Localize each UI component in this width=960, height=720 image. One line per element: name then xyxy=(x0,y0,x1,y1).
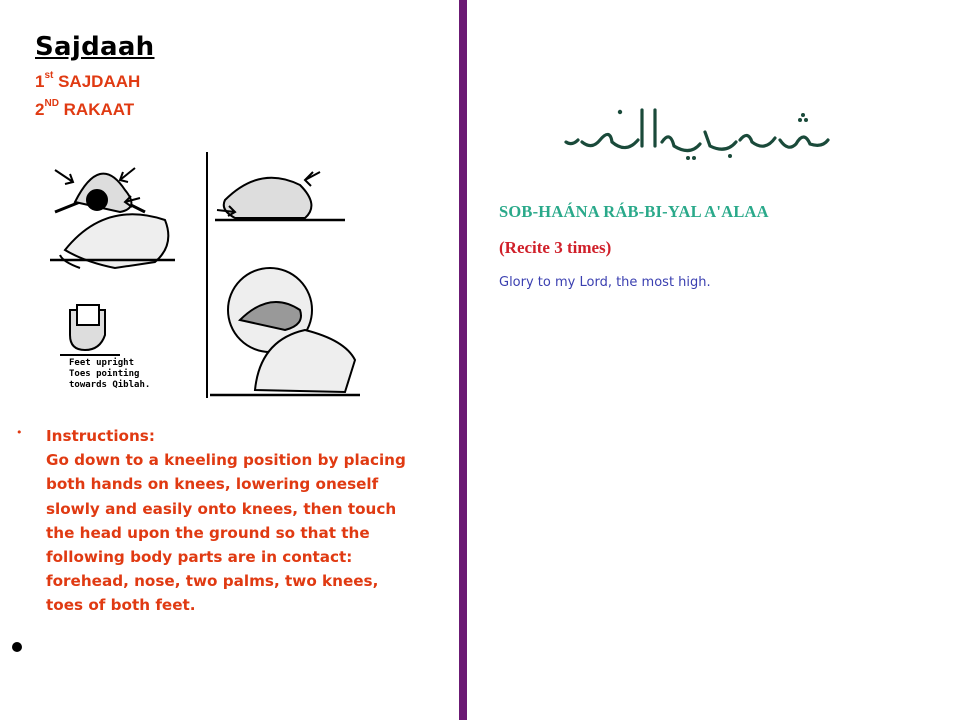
arabic-calligraphy xyxy=(560,100,840,162)
instructions-line: both hands on knees, lowering oneself xyxy=(46,475,379,494)
instructions-line: slowly and easily onto knees, then touch xyxy=(46,499,397,518)
subtitle-sajdaah: 1st SAJDAAH xyxy=(35,70,141,91)
caption-line-2: Toes pointing xyxy=(69,369,140,379)
translation-text: Glory to my Lord, the most high. xyxy=(499,275,711,290)
slide-title: Sajdaah xyxy=(35,32,155,62)
transliteration-text: SOB-HAÁNA RÁB-BI-YAL A'ALAA xyxy=(499,202,769,221)
instructions-heading: Instructions: xyxy=(46,427,155,445)
instructions-line: toes of both feet. xyxy=(46,596,196,615)
subtitle-rakaat: 2ND RAKAAT xyxy=(35,98,135,119)
instructions-text xyxy=(46,424,436,618)
instructions-line: the head upon the ground so that the xyxy=(46,523,370,542)
instructions-line: Go down to a kneeling position by placing xyxy=(46,451,406,470)
vertical-divider xyxy=(459,0,467,720)
recite-note: (Recite 3 times) xyxy=(499,238,612,257)
bullet-icon: • xyxy=(16,426,23,439)
empty-bullet-icon xyxy=(12,642,22,652)
caption-line-3: towards Qiblah. xyxy=(69,380,151,390)
instructions-line: forehead, nose, two palms, two knees, xyxy=(46,572,379,591)
caption-line-1: Feet upright xyxy=(69,358,135,368)
instructions-line: following body parts are in contact: xyxy=(46,548,353,567)
sajdah-illustration xyxy=(45,150,365,400)
